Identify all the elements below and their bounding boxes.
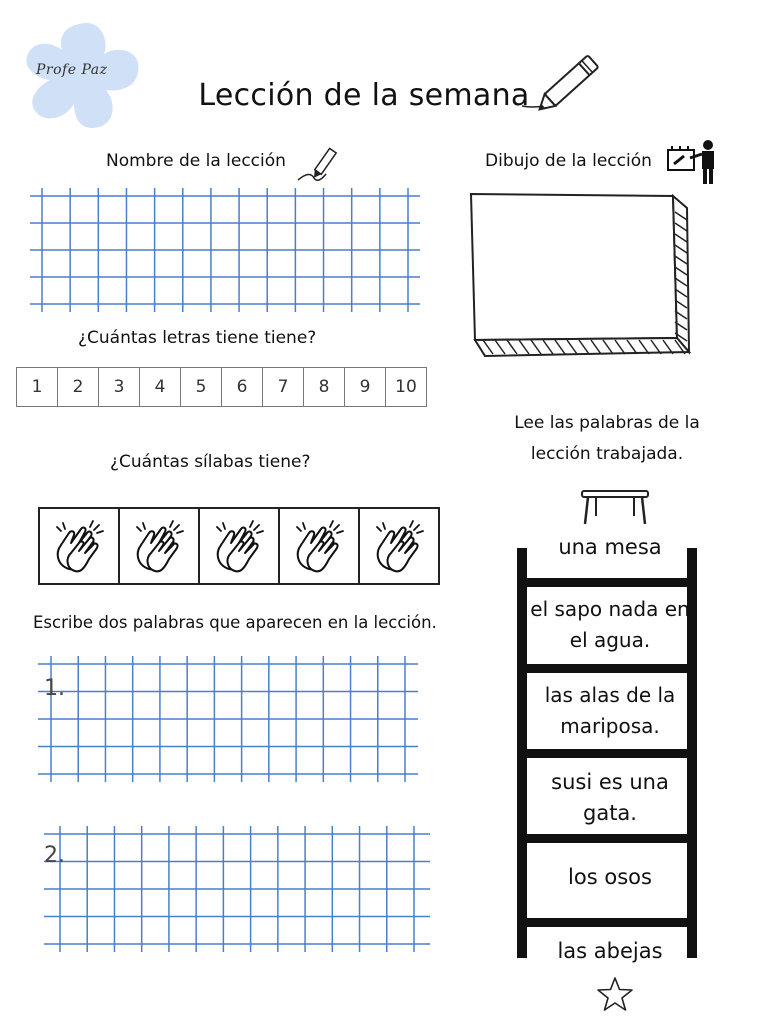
letter-count-option-8[interactable]: 8 xyxy=(304,368,345,406)
logo-text: Profe Paz xyxy=(36,62,108,78)
word-1-number: 1. xyxy=(44,676,65,701)
letter-count-option-5[interactable]: 5 xyxy=(181,368,222,406)
ladder-rung-4-line1: los osos xyxy=(568,865,652,889)
syllables-question: ¿Cuántas sílabas tiene? xyxy=(110,452,311,472)
read-words-label-line2: lección trabajada. xyxy=(530,444,684,464)
clapping-hands-icon xyxy=(289,517,349,575)
clapping-hands-icon xyxy=(129,517,189,575)
word-2-writing-grid[interactable] xyxy=(44,826,430,952)
ladder-rung-1 xyxy=(527,594,693,656)
drawing-box-frame xyxy=(471,194,677,340)
letter-count-strip xyxy=(16,367,427,407)
ladder-rung-3-line2: gata. xyxy=(583,801,637,825)
clapping-hands-icon xyxy=(209,517,269,575)
letter-count-option-3[interactable]: 3 xyxy=(99,368,140,406)
read-words-label-line1: Lee las palabras de la xyxy=(514,413,700,433)
word-1-writing-grid[interactable] xyxy=(38,656,418,782)
table-icon xyxy=(580,488,650,528)
syllable-clap-box[interactable] xyxy=(200,509,280,583)
ladder-rung-2-line2: mariposa. xyxy=(560,714,660,738)
lesson-name-label: Nombre de la lección xyxy=(106,151,286,171)
letter-count-option-10[interactable]: 10 xyxy=(395,377,417,397)
drawing-label: Dibujo de la lección xyxy=(485,151,652,171)
pencil-scribble-icon xyxy=(296,140,342,186)
ladder-rung-3 xyxy=(527,767,693,829)
syllable-clap-strip xyxy=(38,507,440,585)
syllable-clap-box[interactable] xyxy=(120,509,200,583)
letter-count-option-2[interactable]: 2 xyxy=(58,368,99,406)
teacher-icon xyxy=(664,138,716,186)
syllable-clap-box[interactable] xyxy=(40,509,120,583)
clapping-hands-icon xyxy=(49,517,109,575)
ladder-word-bottom: las abejas xyxy=(557,939,663,963)
ladder-word-top: una mesa xyxy=(558,535,662,559)
ladder-rung-2 xyxy=(527,680,693,742)
pencil-icon xyxy=(520,50,610,112)
syllable-clap-box[interactable] xyxy=(360,509,438,583)
ladder-rung-1-line2: el agua. xyxy=(569,628,651,652)
drawing-box[interactable] xyxy=(465,188,695,370)
star-icon xyxy=(596,976,634,1012)
page-title: Lección de la semana xyxy=(198,78,530,113)
letter-count-option-4[interactable]: 4 xyxy=(140,368,181,406)
read-words-label xyxy=(492,408,722,470)
ladder-rung-1-line1: el sapo nada en xyxy=(530,597,690,621)
letter-count-option-7[interactable]: 7 xyxy=(263,368,304,406)
ladder-rung-2-line1: las alas de la xyxy=(544,683,676,707)
lesson-name-writing-grid[interactable] xyxy=(30,188,420,312)
write-words-label: Escribe dos palabras que aparecen en la lección. xyxy=(33,613,437,632)
letter-count-option-1[interactable]: 1 xyxy=(17,368,58,406)
letter-count-option-6[interactable]: 6 xyxy=(222,368,263,406)
ladder-rung-4 xyxy=(527,862,693,893)
ladder-rung-3-line1: susi es una xyxy=(551,770,669,794)
word-2-number: 2. xyxy=(44,843,65,868)
clapping-hands-icon xyxy=(369,517,429,575)
syllable-clap-box[interactable] xyxy=(280,509,360,583)
letter-count-option-9[interactable]: 9 xyxy=(345,368,386,406)
letters-question: ¿Cuántas letras tiene tiene? xyxy=(78,328,317,348)
